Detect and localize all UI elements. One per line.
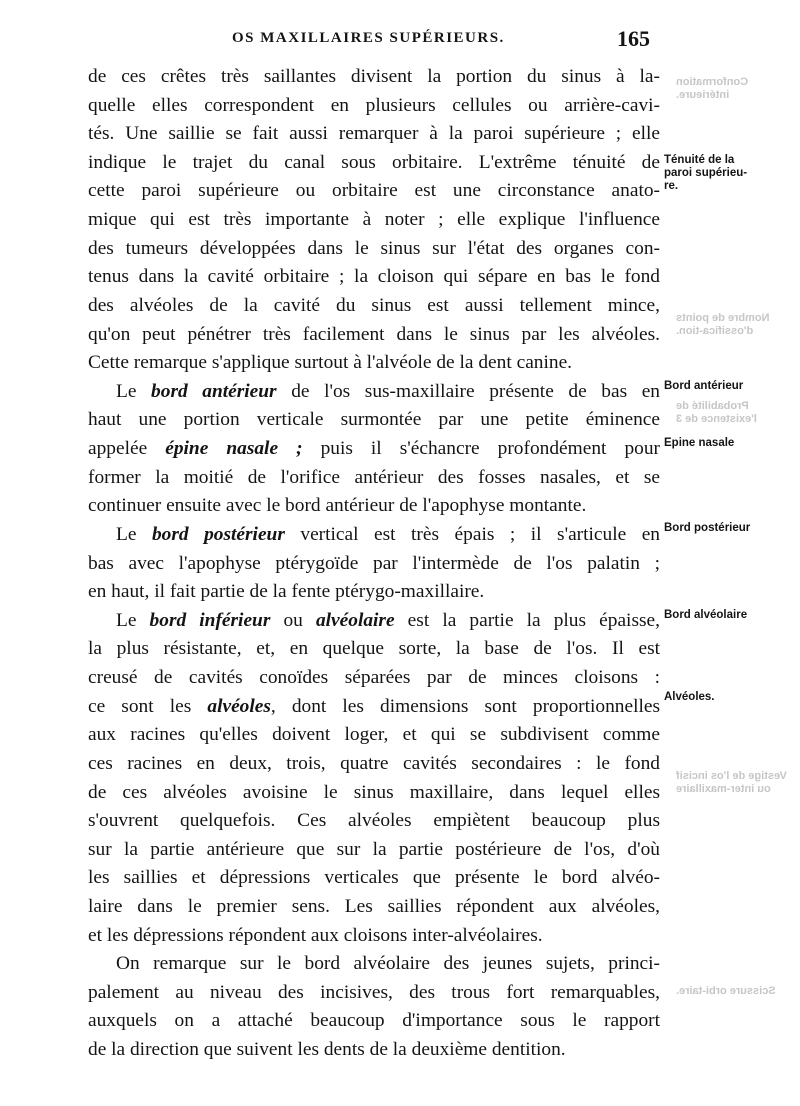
text-line: laire dans le premier sens. Les saillies répondent aux alvéoles,	[88, 895, 660, 917]
margin-note-line: Alvéoles.	[664, 691, 715, 703]
margin-note	[664, 609, 796, 622]
margin-note-line: Bord alvéolaire	[664, 609, 748, 621]
text-line	[116, 379, 660, 405]
text-line: tés. Une saillie se fait aussi remarquer à la paroi supérieure ; elle	[88, 123, 660, 145]
text-line: auxquels on a attaché beaucoup d'importance sous le rapport	[88, 1010, 660, 1032]
text-run: puis il s'échancre profondément pour	[302, 438, 660, 460]
text-line: de la direction que suivent les dents de la deuxième dentition.	[88, 1039, 566, 1061]
show-through-note: Conformation intérieure.	[676, 76, 749, 101]
margin-note-line: Epine nasale	[664, 437, 735, 449]
show-through-note: Vestige de l'os incisif ou inter-maxillaire	[676, 770, 787, 795]
italic-term: bord inférieur	[149, 609, 271, 631]
text-run: appelée	[88, 438, 166, 460]
text-run: , dont les dimensions sont proportionnelles	[270, 695, 660, 717]
running-title: OS MAXILLAIRES SUPÉRIEURS.	[232, 30, 505, 46]
text-line: qu'on peut pénétrer très facilement dans le sinus par les alvéoles.	[88, 323, 660, 345]
margin-note-line: paroi supérieu-	[664, 167, 748, 179]
italic-term: bord antérieur	[151, 380, 277, 402]
margin-note	[664, 437, 796, 450]
italic-term: bord postérieur	[151, 523, 285, 545]
text-line: bas avec l'apophyse ptérygoïde par l'intermède de l'os palatin ;	[88, 552, 660, 574]
text-line: en haut, il fait partie de la fente ptérygo-maxillaire.	[88, 581, 485, 603]
margin-note-line: Ténuité de la	[664, 154, 735, 166]
text-line: Cette remarque s'applique surtout à l'alvéole de la dent canine.	[88, 352, 573, 374]
text-line	[88, 436, 660, 462]
text-run: est la partie la plus épaisse,	[394, 609, 660, 631]
text-line: palement au niveau des incisives, des trous fort remarquables,	[88, 981, 660, 1003]
italic-term: alvéolaire	[315, 609, 395, 631]
italic-term: alvéoles	[207, 695, 271, 717]
text-line: de ces crêtes très saillantes divisent la portion du sinus à la-	[88, 66, 660, 87]
text-line: les saillies et dépressions verticales que présente le bord alvéo-	[88, 867, 660, 889]
show-through-note: Nombre de points d'ossifica-tion.	[676, 312, 770, 337]
show-through-note: Probabilité de l'existence de 3	[676, 400, 757, 425]
text-run: ce sont les	[88, 695, 208, 717]
text-run: Le	[116, 609, 150, 631]
text-line: de ces alvéoles avoisine le sinus maxillaire, dans lequel elles	[88, 781, 660, 803]
text-line	[116, 608, 660, 634]
text-run: Le	[116, 380, 152, 402]
margin-note	[664, 691, 796, 704]
text-line: continuer ensuite avec le bord antérieur de l'apophyse montante.	[88, 495, 587, 517]
text-line: haut une portion verticale surmontée par une petite éminence	[88, 409, 660, 431]
text-line	[116, 522, 660, 548]
text-line: On remarque sur le bord alvéolaire des jeunes sujets, princi-	[116, 953, 660, 975]
text-line: mique qui est très importante à noter ; elle explique l'influence	[88, 209, 660, 231]
margin-note	[664, 380, 796, 393]
text-run: ou	[270, 609, 316, 631]
text-line: cette paroi supérieure ou orbitaire est une circonstance anato-	[88, 180, 660, 202]
show-through-note: Scissure orbi-taire.	[676, 985, 776, 997]
text-line: indique le trajet du canal sous orbitaire. L'extrême ténuité de	[88, 151, 660, 173]
margin-note-line: Bord postérieur	[664, 522, 751, 534]
text-line: former la moitié de l'orifice antérieur des fosses nasales, et se	[88, 466, 660, 488]
text-line: et les dépressions répondent aux cloisons inter-alvéolaires.	[88, 924, 543, 946]
italic-term: épine nasale ;	[165, 438, 303, 460]
text-run: Le	[116, 523, 152, 545]
margin-note-line: Bord antérieur	[664, 380, 744, 392]
text-line: ces racines en deux, trois, quatre cavités secondaires : le fond	[88, 752, 660, 774]
text-run: de l'os sus-maxillaire présente de bas en	[276, 380, 660, 402]
text-line: tenus dans la cavité orbitaire ; la cloison qui sépare en bas le fond	[88, 266, 660, 288]
text-line: des tumeurs développées dans le sinus sur l'état des organes con-	[88, 237, 660, 259]
text-line: des alvéoles de la cavité du sinus est aussi tellement mince,	[88, 294, 660, 316]
text-line: sur la partie antérieure que sur la partie postérieure de l'os, d'où	[88, 838, 660, 860]
text-line: la plus résistante, et, en quelque sorte, la base de l'os. Il est	[88, 638, 660, 660]
text-line: s'ouvrent quelquefois. Ces alvéoles empiètent beaucoup plus	[88, 810, 660, 832]
margin-note-line: re.	[664, 180, 679, 192]
text-line: aux racines qu'elles doivent loger, et qui se subdivisent comme	[88, 724, 660, 746]
page-number: 165	[617, 26, 650, 51]
text-run: vertical est très épais ; il s'articule en	[284, 523, 660, 545]
margin-note	[664, 154, 796, 193]
margin-note	[664, 522, 796, 535]
text-line	[88, 694, 660, 720]
text-line: creusé de cavités conoïdes séparées par de minces cloisons :	[88, 667, 660, 689]
text-line: quelle elles correspondent en plusieurs cellules ou arrière-cavi-	[88, 94, 660, 116]
